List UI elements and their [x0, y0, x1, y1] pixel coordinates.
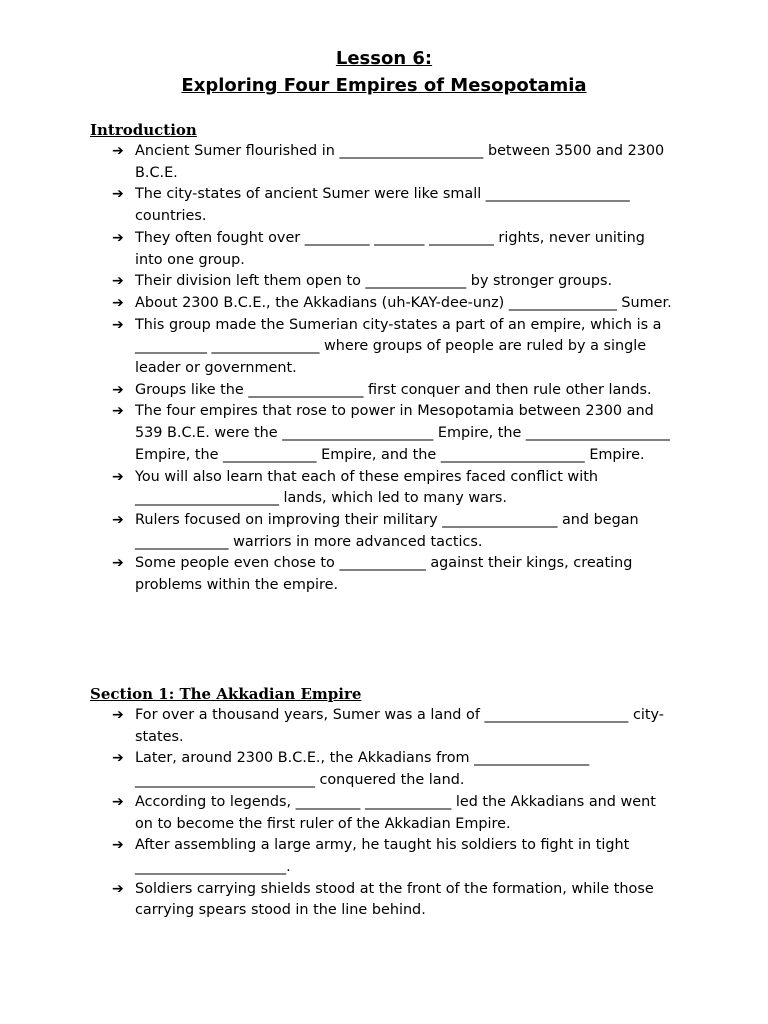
- section-introduction: [90, 120, 690, 597]
- item-text: Rulers focused on improving their military ________________ and began _____________ warriors in more advanced tactics.: [135, 511, 639, 550]
- right-arrow-icon: ➔: [112, 294, 124, 311]
- list-item: [90, 271, 675, 293]
- right-arrow-icon: ➔: [112, 229, 124, 246]
- list-item: [90, 879, 675, 922]
- item-text: For over a thousand years, Sumer was a land of ____________________ city-states.: [135, 707, 664, 745]
- lesson-title: Exploring Four Empires of Mesopotamia: [181, 75, 587, 96]
- item-text: Their division left them open to ______________ by stronger groups.: [135, 273, 613, 290]
- list-item: [90, 792, 675, 835]
- list-item: [90, 293, 675, 315]
- bullet-list: [90, 141, 690, 597]
- list-item: [90, 835, 675, 878]
- list-item: [90, 401, 675, 466]
- section-heading: Introduction: [90, 121, 197, 139]
- right-arrow-icon: ➔: [112, 837, 124, 854]
- item-text: You will also learn that each of these empires faced conflict with ____________________ lands, which led to many wars.: [135, 468, 598, 507]
- right-arrow-icon: ➔: [112, 186, 124, 203]
- right-arrow-icon: ➔: [112, 511, 124, 528]
- list-item: [90, 141, 675, 184]
- section-akkadian-empire: [90, 684, 690, 922]
- right-arrow-icon: ➔: [112, 880, 124, 897]
- item-text: About 2300 B.C.E., the Akkadians (uh-KAY-dee-unz) _______________ Sumer.: [135, 294, 672, 311]
- list-item: [90, 553, 675, 596]
- item-text: The city-states of ancient Sumer were like small ____________________ countries.: [135, 186, 630, 225]
- item-text: The four empires that rose to power in Mesopotamia between 2300 and 539 B.C.E. were the _____________________ Empire, the ____________________ Empire, the _____________ Empire, and the ____________________ Empire.: [135, 403, 670, 463]
- item-text: This group made the Sumerian city-states a part of an empire, which is a __________ _______________ where groups of people are ruled by a single leader or government.: [135, 316, 662, 377]
- list-item: [90, 510, 675, 553]
- item-text: Some people even chose to ____________ against their kings, creating problems within the empire.: [135, 555, 633, 594]
- item-text: Soldiers carrying shields stood at the front of the formation, while those carrying spears stood in the line behind.: [135, 880, 654, 919]
- item-text: Groups like the ________________ first conquer and then rule other lands.: [135, 381, 652, 398]
- right-arrow-icon: ➔: [112, 750, 124, 767]
- list-item: [90, 315, 675, 380]
- right-arrow-icon: ➔: [112, 381, 124, 398]
- right-arrow-icon: ➔: [112, 793, 124, 810]
- bullet-list: [90, 705, 690, 922]
- title-block: [0, 45, 768, 99]
- list-item: [90, 184, 675, 227]
- list-item: [90, 705, 675, 748]
- section-heading: Section 1: The Akkadian Empire: [90, 685, 362, 703]
- right-arrow-icon: ➔: [112, 468, 124, 485]
- right-arrow-icon: ➔: [112, 273, 124, 290]
- list-item: [90, 467, 675, 510]
- list-item: [90, 748, 675, 791]
- item-text: Later, around 2300 B.C.E., the Akkadians from ________________ _________________________ conquered the land.: [135, 750, 590, 789]
- right-arrow-icon: ➔: [112, 316, 124, 333]
- item-text: According to legends, _________ ____________ led the Akkadians and went on to become the first ruler of the Akkadian Empire.: [135, 793, 656, 832]
- item-text: Ancient Sumer flourished in ____________________ between 3500 and 2300 B.C.E.: [135, 143, 665, 181]
- right-arrow-icon: ➔: [112, 555, 124, 572]
- item-text: After assembling a large army, he taught his soldiers to fight in tight _____________________.: [135, 837, 630, 875]
- right-arrow-icon: ➔: [112, 403, 124, 420]
- item-text: They often fought over _________ _______ _________ rights, never uniting into one group.: [135, 229, 645, 268]
- right-arrow-icon: ➔: [112, 143, 124, 159]
- right-arrow-icon: ➔: [112, 707, 124, 723]
- list-item: [90, 380, 675, 402]
- list-item: [90, 228, 675, 271]
- lesson-number: Lesson 6:: [335, 48, 433, 69]
